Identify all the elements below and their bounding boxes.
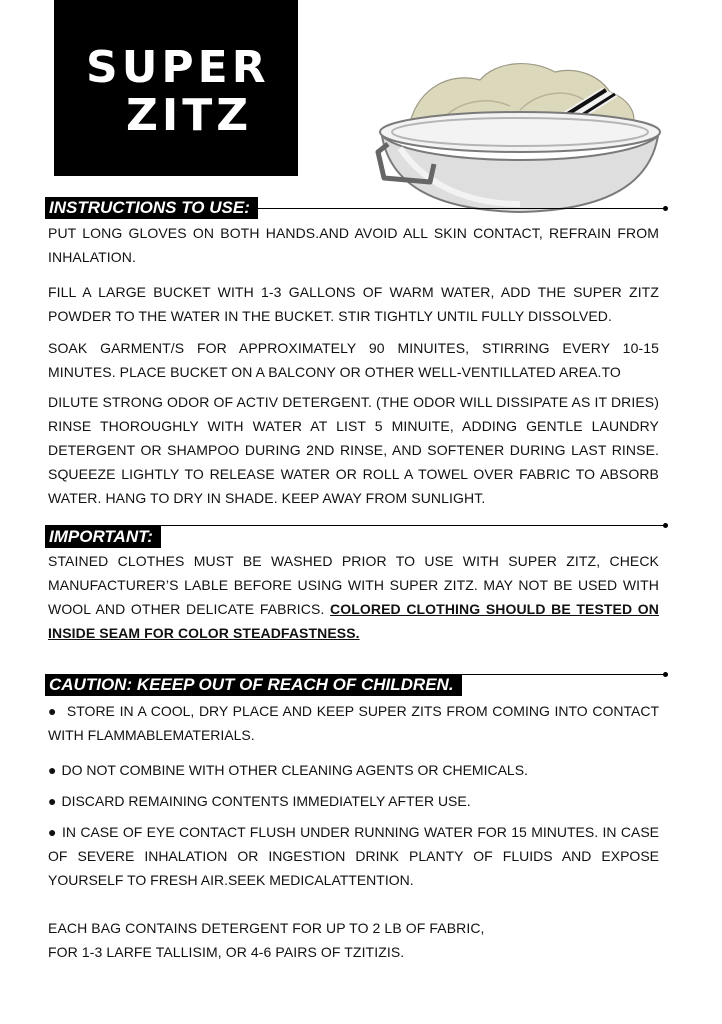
footer-line-2: FOR 1-3 LARFE TALLISIM, OR 4-6 PAIRS OF TZITIZIS. bbox=[48, 944, 405, 960]
caution-item-text: DISCARD REMAINING CONTENTS IMMEDIATELY AFTER USE. bbox=[61, 793, 471, 809]
rule-end-dot bbox=[663, 206, 668, 211]
important-emphasis: COLORED CLOTHING SHOULD BE TESTED ON INSIDE SEAM FOR COLOR STEADFASTNESS. bbox=[48, 601, 659, 641]
caution-item-text: IN CASE OF EYE CONTACT FLUSH UNDER RUNNING WATER FOR 15 MINUTES. IN CASE OF SEVERE INHALATION OR INGESTION DRINK PLANTY OF FLUIDS AND EXPOSE YOURSELF TO FRESH AIR.SEEK MEDICALATTENTION. bbox=[48, 824, 659, 888]
important-paragraph bbox=[48, 549, 659, 645]
instructions-paragraph-1: PUT LONG GLOVES ON BOTH HANDS.AND AVOID ALL SKIN CONTACT, REFRAIN FROM INHALATION. bbox=[48, 225, 659, 265]
brand-wordmark bbox=[86, 44, 270, 140]
footer-line-1: EACH BAG CONTAINS DETERGENT FOR UP TO 2 LB OF FABRIC, bbox=[48, 920, 485, 936]
bullet-dot-icon: ● bbox=[48, 762, 57, 778]
caution-heading: CAUTION: KEEEP OUT OF REACH OF CHILDREN. bbox=[45, 674, 462, 696]
bullet-dot-icon: ● bbox=[48, 824, 57, 840]
caution-item bbox=[48, 758, 659, 782]
brand-line-1: SUPER bbox=[86, 42, 270, 93]
instructions-paragraph-3: SOAK GARMENT/S FOR APPROXIMATELY 90 MINUITES, STIRRING EVERY 10-15 MINUTES. PLACE BUCKET ON A BALCONY OR OTHER WELL-VENTILLATED AREA.TO bbox=[48, 340, 659, 380]
important-text: STAINED CLOTHES MUST BE WASHED PRIOR TO USE WITH SUPER ZITZ, CHECK MANUFACTURER’S LABLE BEFORE USING WITH SUPER ZITZ. MAY NOT BE USED WITH WOOL AND OTHER DELICATE FABRICS. bbox=[48, 553, 659, 617]
caution-item bbox=[48, 699, 659, 747]
rule-end-dot bbox=[663, 523, 668, 528]
important-heading: IMPORTANT: bbox=[45, 526, 161, 548]
caution-item bbox=[48, 820, 659, 892]
caution-item bbox=[48, 789, 659, 813]
bullet-dot-icon: ● bbox=[48, 793, 57, 809]
brand-line-2: ZITZ bbox=[126, 90, 253, 141]
caution-item-text: STORE IN A COOL, DRY PLACE AND KEEP SUPER ZITS FROM COMING INTO CONTACT WITH FLAMMABLEMATERIALS. bbox=[48, 703, 659, 743]
wash-tub-illustration bbox=[370, 52, 666, 220]
instructions-heading: INSTRUCTIONS TO USE: bbox=[45, 197, 258, 219]
instructions-paragraph-2: FILL A LARGE BUCKET WITH 1-3 GALLONS OF WARM WATER, ADD THE SUPER ZITZ POWDER TO THE WATER IN THE BUCKET. STIR TIGHTLY UNTIL FULLY DISSOLVED. bbox=[48, 284, 659, 324]
instructions-paragraph-4: DILUTE STRONG ODOR OF ACTIV DETERGENT. (THE ODOR WILL DISSIPATE AS IT DRIES) RINSE THOROUGHLY WITH WATER AT LIST 5 MINUITE, ADDING GENTLE LAUNDRY DETERGENT OR SHAMPOO DURING 2ND RINSE, AND SOFTENER DURING LAST RINSE. SQUEEZE LIGHTLY TO RELEASE WATER OR ROLL A TOWEL OVER FABRIC TO ABSORB WATER. HANG TO DRY IN SHADE. KEEP AWAY FROM SUNLIGHT. bbox=[48, 394, 659, 506]
brand-logo bbox=[54, 0, 298, 176]
rule-end-dot bbox=[663, 672, 668, 677]
caution-item-text: DO NOT COMBINE WITH OTHER CLEANING AGENTS OR CHEMICALS. bbox=[61, 762, 528, 778]
bullet-dot-icon: ● bbox=[48, 703, 58, 719]
